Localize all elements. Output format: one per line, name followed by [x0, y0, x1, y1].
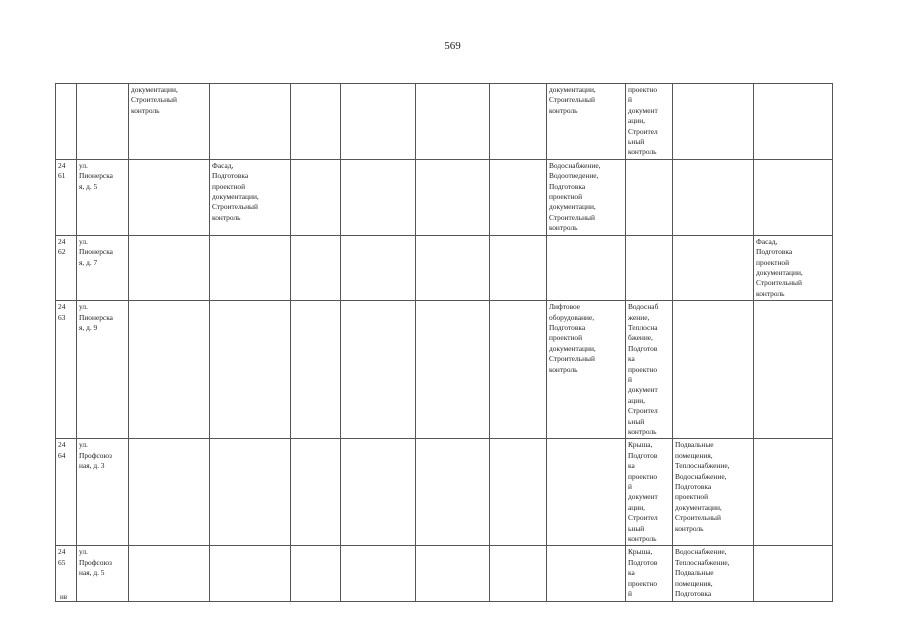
work-cell: Фасад, Подготовка проектной документации, Строительный контроль: [210, 159, 291, 235]
table-row: [56, 159, 833, 235]
work-cell: [210, 84, 291, 160]
work-cell: [673, 235, 754, 300]
row-number-cell: 24 64: [56, 439, 77, 546]
work-cell: Крыша, Подготов ка проектно й документ ации, Строител ьный контроль: [626, 439, 673, 546]
work-cell: [490, 301, 547, 439]
work-cell: [341, 159, 416, 235]
work-cell: [341, 546, 416, 601]
works-schedule-table: [55, 83, 833, 602]
work-cell: [490, 439, 547, 546]
work-cell: [754, 546, 833, 601]
row-number-cell: 24 63: [56, 301, 77, 439]
work-cell: [291, 235, 341, 300]
work-cell: проектно й документ ации, Строител ьный контроль: [626, 84, 673, 160]
row-number-cell: [56, 84, 77, 160]
work-cell: [754, 439, 833, 546]
work-cell: [754, 301, 833, 439]
work-cell: [291, 546, 341, 601]
work-cell: [210, 301, 291, 439]
work-cell: [416, 301, 490, 439]
work-cell: [626, 235, 673, 300]
work-cell: [490, 546, 547, 601]
address-cell: ул. Пионерска я, д. 7: [77, 235, 129, 300]
work-cell: [341, 235, 416, 300]
work-cell: [416, 546, 490, 601]
work-cell: [210, 235, 291, 300]
work-cell: [673, 84, 754, 160]
row-number-cell: 24 61: [56, 159, 77, 235]
work-cell: [341, 301, 416, 439]
footer-mark: нв: [60, 593, 68, 601]
address-cell: ул. Профсоюз ная, д. 5: [77, 546, 129, 601]
work-cell: документации, Строительный контроль: [129, 84, 210, 160]
work-cell: [210, 546, 291, 601]
work-cell: Водоснабжение, Водоотведение, Подготовка проектной документации, Строительный контроль: [547, 159, 626, 235]
row-number-cell: 24 65: [56, 546, 77, 601]
work-cell: [754, 159, 833, 235]
work-cell: [547, 546, 626, 601]
work-cell: [490, 159, 547, 235]
work-cell: [129, 235, 210, 300]
table-row: [56, 546, 833, 601]
work-cell: [416, 159, 490, 235]
table-row: [56, 301, 833, 439]
work-cell: Подвальные помещения, Теплоснабжение, Водоснабжение, Подготовка проектной документации, Строительный контроль: [673, 439, 754, 546]
table-row: [56, 235, 833, 300]
work-cell: [291, 159, 341, 235]
work-cell: [490, 235, 547, 300]
address-cell: ул. Пионерска я, д. 5: [77, 159, 129, 235]
work-cell: Фасад, Подготовка проектной документации, Строительный контроль: [754, 235, 833, 300]
work-cell: [129, 439, 210, 546]
work-cell: [129, 159, 210, 235]
row-number-cell: 24 62: [56, 235, 77, 300]
table-row: [56, 84, 833, 160]
work-cell: документации, Строительный контроль: [547, 84, 626, 160]
work-cell: [341, 84, 416, 160]
work-cell: Крыша, Подготов ка проектно й: [626, 546, 673, 601]
work-cell: [291, 301, 341, 439]
work-cell: [129, 546, 210, 601]
page-number: 569: [444, 40, 461, 52]
work-cell: [673, 301, 754, 439]
address-cell: ул. Пионерска я, д. 9: [77, 301, 129, 439]
work-cell: [210, 439, 291, 546]
address-cell: [77, 84, 129, 160]
work-cell: [626, 159, 673, 235]
work-cell: [129, 301, 210, 439]
work-cell: Водоснаб жение, Теплосна бжение, Подготов ка проектно й документ ации, Строител ьный контроль: [626, 301, 673, 439]
work-cell: [416, 235, 490, 300]
work-cell: [490, 84, 547, 160]
work-cell: [547, 439, 626, 546]
work-cell: [673, 159, 754, 235]
work-cell: [291, 439, 341, 546]
work-cell: [754, 84, 833, 160]
table-row: [56, 439, 833, 546]
work-cell: Лифтовое оборудование, Подготовка проектной документации, Строительный контроль: [547, 301, 626, 439]
work-cell: [341, 439, 416, 546]
address-cell: ул. Профсоюз ная, д. 3: [77, 439, 129, 546]
work-cell: [416, 439, 490, 546]
work-cell: [547, 235, 626, 300]
work-cell: Водоснабжение, Теплоснабжение, Подвальные помещения, Подготовка: [673, 546, 754, 601]
work-cell: [416, 84, 490, 160]
work-cell: [291, 84, 341, 160]
